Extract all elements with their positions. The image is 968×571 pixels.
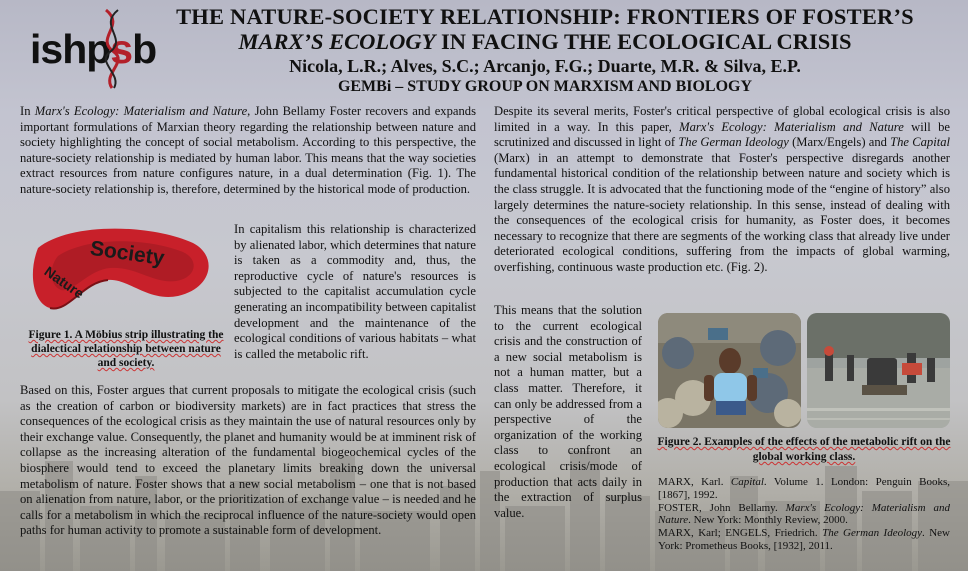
references — [658, 476, 950, 553]
figure1-society-label: Society — [88, 236, 166, 270]
title-line2-rest: IN FACING THE ECOLOGICAL CRISIS — [435, 29, 852, 54]
figure1-caption: Figure 1. A Möbius strip illustrating the dialectical relationship between nature and society. — [28, 329, 224, 369]
poster-header — [0, 0, 968, 100]
reference-item: MARX, Karl; ENGELS, Friedrich. The German Ideology. New York: Prometheus Books, [1932], 2011. — [658, 527, 950, 552]
class-matter-paragraph: This means that the solution to the current ecological crisis and the construction of a new social metabolism is not a human matter, but a class matter. Therefore, it can only be addressed from a perspective of the organization of the working class to confront an ecological crisis/mode of production that acts daily in the extraction of surplus value. — [494, 303, 642, 520]
poster-title-line2 — [150, 29, 940, 55]
dna-helix-icon — [98, 8, 128, 90]
figure2-caption: Figure 2. Examples of the effects of the metabolic rift on the global working class. — [657, 436, 951, 463]
photo-flooded-street — [807, 313, 950, 428]
capitalism-paragraph: In capitalism this relationship is characterized by alienated labor, which determines that nature is taken as a commodity and, thus, the reproductive cycle of nature's resources is subjected to the capitalist accumulation cycle generating an incompatibility between capitalist development and the maintenance of the ecological conditions of various habitats – what is called the metabolic rift. — [234, 222, 476, 361]
figure1-nature-label: Nature — [41, 263, 88, 302]
ishpsb-logo — [30, 10, 157, 90]
intro-paragraph: In Marx's Ecology: Materialism and Nature, John Bellamy Foster recovers and expands important formulations of Marxian theory regarding the relationship between nature and society highlighting the concept of social metabolism. According to this perspective, the nature-society relationship is mediated by human labor. This means that the way societies extract resources from nature configures nature, in a dual determination (Fig. 1). The nature-society relationship is, therefore, determined by the historical mode of production. — [20, 104, 476, 196]
critique-paragraph: Despite its several merits, Foster's critical perspective of global ecological crisis is also limited in a way. In this paper, Marx's Ecology: Materialism and Nature will be scrutinized and discussed in light of The German Ideology (Marx/Engels) and The Capital (Marx) in an attempt to demonstrate that Foster's perspective disregards another fundamental historical condition of the relationship between nature and society which is the class struggle. It is advocated that the functioning mode of the “engine of history” also largely determines the nature-society relationship. In this sense, instead of dealing with the consequences of the ecological crisis for humanity, as Foster does, it becomes necessary to recognize that there are segments of the working class that already live under deteriorated ecological conditions, suffering from the impacts of global warming, overfishing, continuous waste production etc. (Fig. 2). — [494, 104, 950, 274]
photo-waste-picker — [658, 313, 801, 428]
foster-argument-paragraph: Based on this, Foster argues that current proposals to mitigate the ecological crisis (such as the creation of carbon or biodiversity markets) are in fact practices that stress the consequences of the ecological crisis as they maintain the use of natural resources only by their exchange value. Consequently, the planet and humanity would be at imminent risk of collapse as the increasing alteration of the fundamental biogeochemical cycles of the biosphere would tend to exceed the planetary limits breaking down the universal metabolism of nature. Foster shows that a new social metabolism – one that is not based on alienation from nature, labor, or the prioritization of exchange value – is needed and he calls for a metabolism in which the reciprocal influence of the nature-society would open paths for human activity to promote a sustainable form of development. — [20, 383, 476, 538]
poster-title-line1: THE NATURE-SOCIETY RELATIONSHIP: FRONTIERS OF FOSTER’S — [176, 4, 914, 29]
study-group-name: GEMBi – STUDY GROUP ON MARXISM AND BIOLOGY — [337, 78, 753, 95]
reference-item: FOSTER, John Bellamy. Marx's Ecology: Materialism and Nature. New York: Monthly Review, 2000. — [658, 501, 950, 527]
mobius-strip-figure — [28, 218, 223, 328]
reference-item: MARX, Karl. Capital. Volume 1. London: Penguin Books, [1867], 1992. — [658, 476, 950, 501]
author-list: Nicola, L.R.; Alves, S.C.; Arcanjo, F.G.; Duarte, M.R. & Silva, E.P. — [289, 56, 801, 76]
logo-text: ishpsb — [30, 26, 157, 72]
title-book-name: MARX’S ECOLOGY — [238, 29, 436, 54]
